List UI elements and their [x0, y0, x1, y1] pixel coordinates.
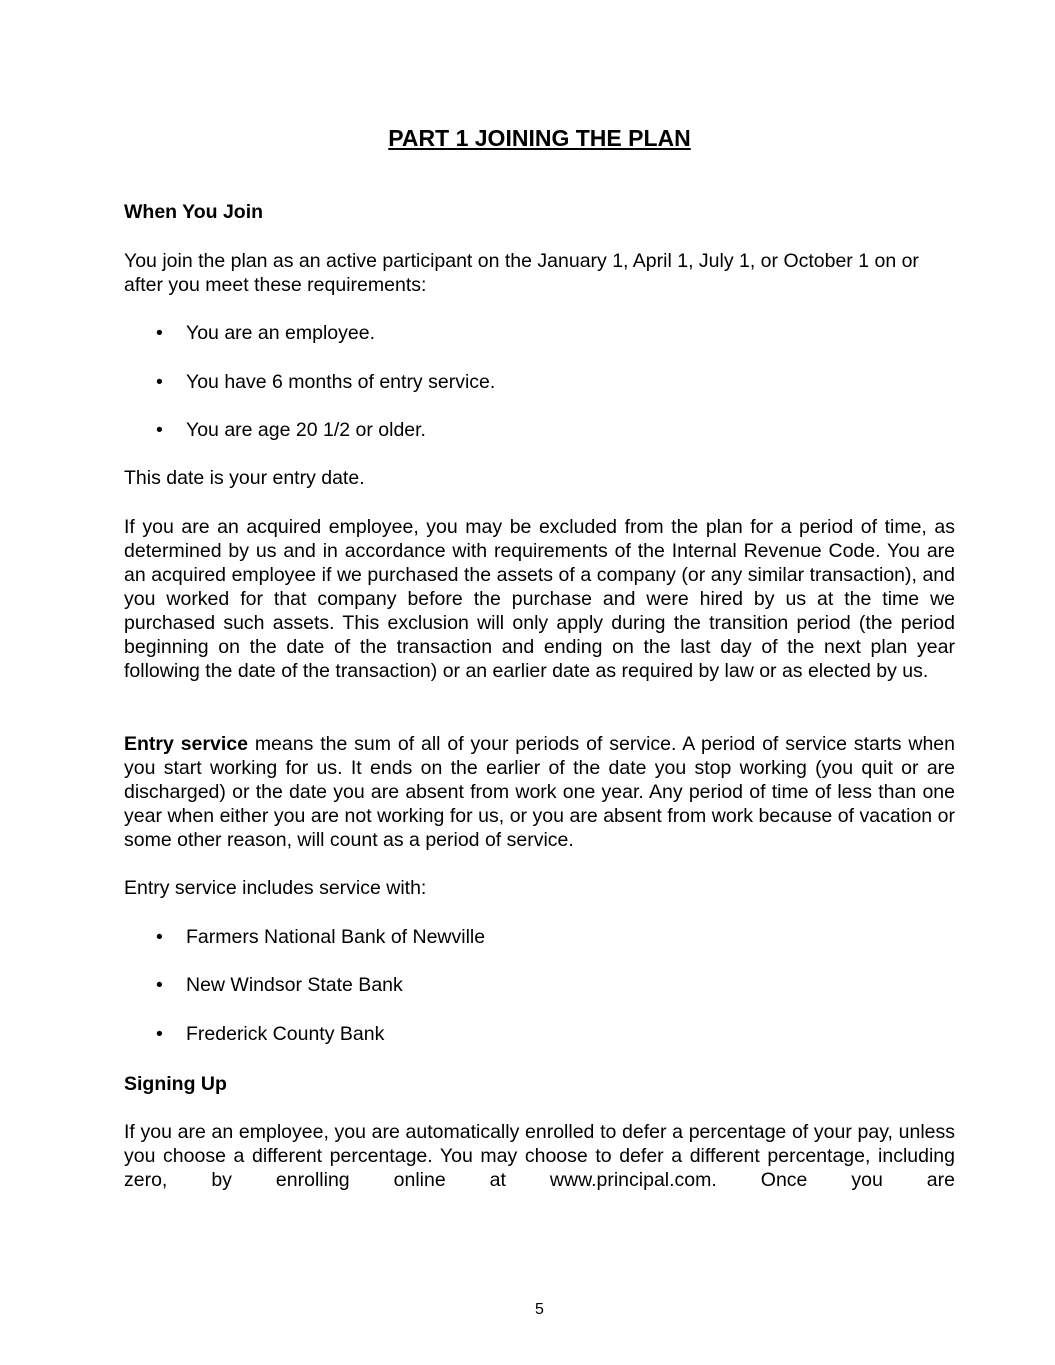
signing-up-heading: Signing Up — [124, 1073, 227, 1095]
requirement-text: You are age 20 1/2 or older. — [186, 419, 426, 441]
bank-name: New Windsor State Bank — [186, 974, 403, 996]
bullet-icon: • — [156, 419, 163, 441]
when-you-join-heading: When You Join — [124, 201, 264, 223]
requirement-text: You have 6 months of entry service. — [186, 371, 496, 393]
page-number: 5 — [535, 1301, 544, 1318]
page-title: PART 1 JOINING THE PLAN — [388, 125, 691, 151]
requirement-text: You are an employee. — [186, 322, 376, 344]
bullet-icon: • — [156, 1023, 163, 1045]
bank-name: Frederick County Bank — [186, 1023, 385, 1045]
bullet-icon: • — [156, 974, 163, 996]
entry-service-definition: means the sum of all of your periods of service. A period of service starts when you start working for us. It ends on the earlier of the date you stop working (you quit or are discharged) or the date you are absent from work one year. Any period of time of less than one year when either you are not working for us, or you are absent from work because of vacation or some other reason, will count as a period of service. — [124, 733, 955, 851]
acquired-employee-paragraph: If you are an acquired employee, you may be excluded from the plan for a period of time, as determined by us and in accordance with requirements of the Internal Revenue Code. You are an acquired employee if we purchased the assets of a company (or any similar transaction), and you worked for that company before the purchase and were hired by us at the time we purchased such assets. This exclusion will only apply during the transition period (the period beginning on the date of the transaction and ending on the last day of the next plan year following the date of the transaction) or an earlier date as required by law or as elected by us. — [124, 516, 955, 682]
bullet-icon: • — [156, 926, 163, 948]
entry-date-paragraph: This date is your entry date. — [124, 467, 365, 489]
entry-service-term: Entry service — [124, 733, 248, 755]
document-page — [124, 0, 955, 1365]
bank-name: Farmers National Bank of Newville — [186, 926, 486, 948]
signing-up-paragraph: If you are an employee, you are automatically enrolled to defer a percentage of your pay, unless you choose a different percentage. You may choose to defer a different percentage, including zero, by enrolling online at www.principal.com. Once you are — [124, 1121, 955, 1191]
join-intro-paragraph: You join the plan as an active participant on the January 1, April 1, July 1, or October 1 on or after you meet these requirements: — [124, 250, 919, 296]
bullet-icon: • — [156, 371, 163, 393]
entry-service-paragraph — [124, 732, 955, 852]
service-includes-paragraph: Entry service includes service with: — [124, 877, 427, 899]
bullet-icon: • — [156, 322, 163, 344]
